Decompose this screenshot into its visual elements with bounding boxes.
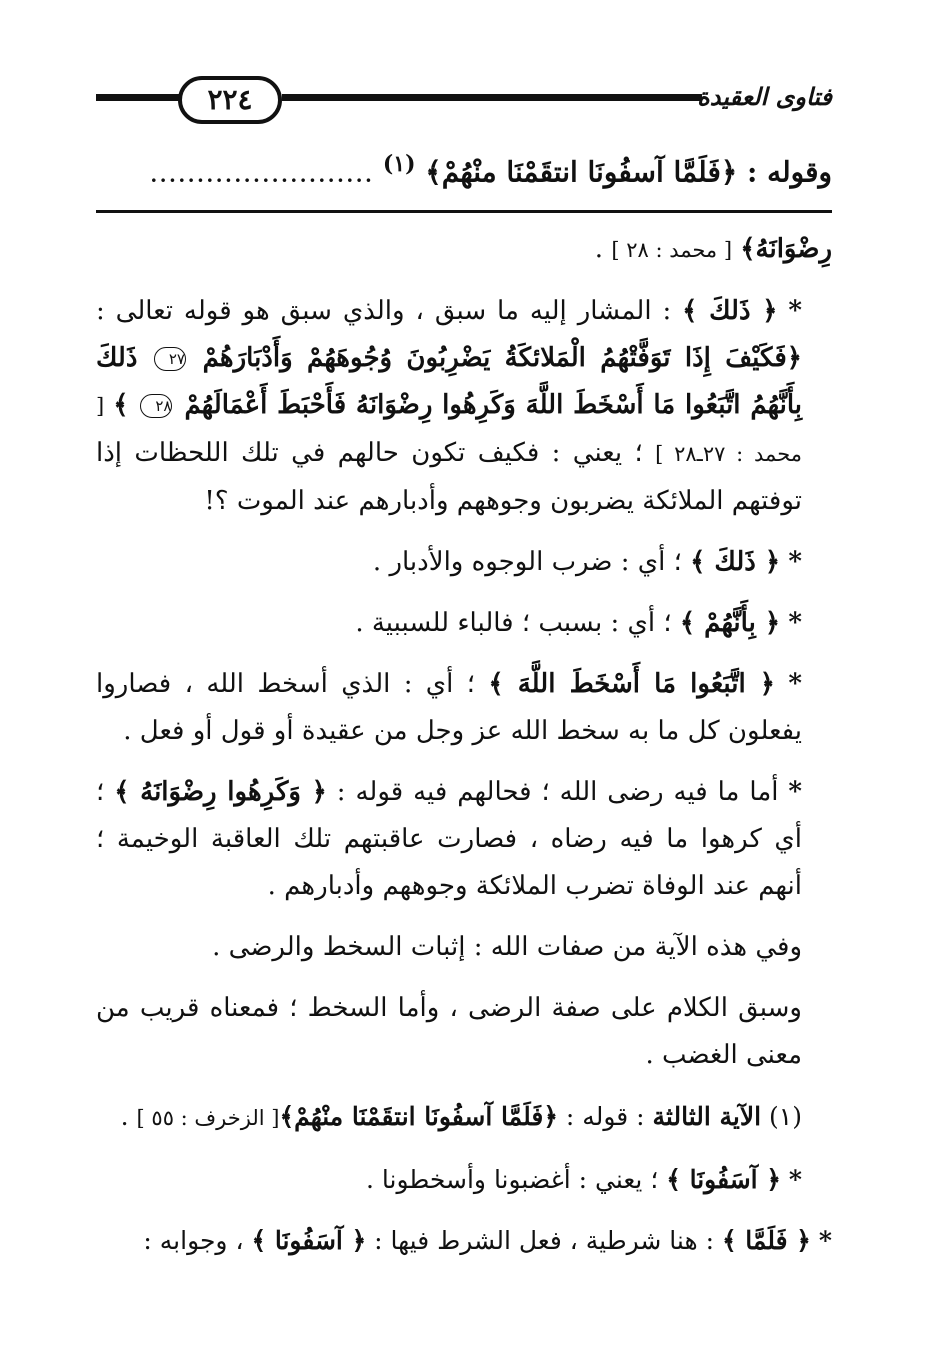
paragraph-text: ؛ أي : ضرب الوجوه والأدبار . [372,547,691,577]
term: ﴿ آسَفُونَا ﴾ [666,1165,781,1194]
verse-reference: [ محمد : ٢٨ ] [611,238,733,262]
term: ﴿ اتَّبَعُوا مَا أَسْخَطَ اللَّهَ ﴾ [488,669,776,699]
paragraph-6 [96,769,832,910]
quran-quote: ﴾ [113,390,129,420]
section-dots: …………………… [149,155,374,189]
verse-reference: [ الزخرف : ٥٥ ] [136,1106,280,1130]
quran-quote: رِضْوَانَهُ﴾ [740,234,832,264]
paragraph-text: ؛ يعني : أغضبونا وأسخطونا . [366,1165,667,1194]
paragraph-text: ؛ يعني : فكيف تكون حالهم في تلك اللحظات إذا توفتهم الملائكة يضربون وجوههم وأدبارهم عند الموت ؟! [96,438,802,516]
term: ﴿ ذَلكَ ﴾ [690,547,781,577]
page-body [96,226,832,1278]
term: ﴿ بِأَنَّهُمْ ﴾ [679,608,781,638]
term: ﴿ ذَلكَ ﴾ [682,296,778,326]
quran-quote: ذَلكَ بِأَنَّهُمُ اتَّبَعُوا مَا أَسْخَطَ اللَّهَ وَكَرِهُوا رِضْوَانَهُ فَأَحْبَطَ أَعْمَالَهُمْ [96,343,803,420]
paragraph-9 [96,1156,832,1203]
verse-reference: [ محمد : ٢٧ـ٢٨ ] [96,394,802,466]
paragraph-2 [96,288,832,525]
footnote-marker: (١) [769,1102,802,1131]
bullet-star: * [818,1226,832,1255]
bullet-star: * [788,547,802,577]
paragraph-text: ، وجوابه : [143,1226,252,1255]
paragraph-1 [96,226,832,274]
ayah-number-badge: ٢٨ [140,394,172,418]
section-footnote-marker: (١) [382,151,416,177]
paragraph-10 [96,1217,832,1264]
paragraph-text: : المشار إليه ما سبق ، والذي سبق هو قوله تعالى : [96,296,683,326]
bullet-star: * [788,1165,802,1194]
bullet-star: * [788,669,803,699]
paragraph-text: . [120,1102,137,1131]
quran-quote: ﴿فَكَيْفَ إِذَا تَوَفَّتْهُمُ الْمَلائكَةُ يَضْرِبُونَ وُجُوهَهُمْ وَأَدْبَارَهُمْ [202,343,803,373]
header-rule-right [282,94,702,101]
paragraph-5 [96,661,832,755]
page-number: ٢٢٤ [178,76,282,124]
footnote-1 [96,1093,832,1142]
section-header [96,142,832,192]
paragraph-text: أما ما فيه رضى الله ؛ فحالهم فيه قوله : [326,777,789,807]
ayah-number-badge: ٢٧ [154,347,186,371]
paragraph-text: ؛ أي كرهوا ما فيه رضاه ، فصارت عاقبتهم تلك العاقبة الوخيمة ؛ أنهم عند الوفاة تضرب الملائكة وجوههم وأدبارهم . [96,777,802,901]
paragraph-text: : قوله : [557,1102,653,1131]
bullet-star: * [788,777,802,807]
paragraph-7: وفي هذه الآية من صفات الله : إثبات السخط والرضى . [212,932,802,962]
quran-quote: ﴿فَلَمَّا آسفُونَا انتقَمْنَا منْهُمْ﴾ [279,1102,558,1131]
term: ﴿ آسَفُونَا ﴾ [251,1226,367,1255]
paragraph-text: ؛ أي : الذي أسخط الله ، فصاروا يفعلون كل ما به سخط الله عز وجل من عقيدة أو قول أو فعل . [96,669,802,746]
paragraph-4 [96,600,832,647]
section-header-text: وقوله : ﴿فَلَمَّا آسفُونَا انتقَمْنَا منْهُمْ﴾ [425,155,832,189]
term: ﴿ فَلَمَّا ﴾ [721,1226,811,1255]
paragraph-3 [96,539,832,586]
paragraph-text: . [594,234,612,264]
bullet-star: * [788,608,802,638]
paragraph-text: ؛ أي : بسبب ؛ فالباء للسببية . [355,608,680,638]
paragraph-8: وسبق الكلام على صفة الرضى ، وأما السخط ؛ فمعناه قريب من معنى الغضب . [96,993,802,1070]
section-rule [96,210,832,213]
book-title: فتاوى العقيدة [697,82,832,111]
term: ﴿ وَكَرِهُوا رِضْوَانَهُ ﴾ [114,777,327,807]
running-header [96,72,832,128]
bullet-star: * [788,296,803,326]
footnote-label: الآية الثالثة [652,1102,762,1131]
paragraph-text: : هنا شرطية ، فعل الشرط فيها : [366,1226,722,1255]
